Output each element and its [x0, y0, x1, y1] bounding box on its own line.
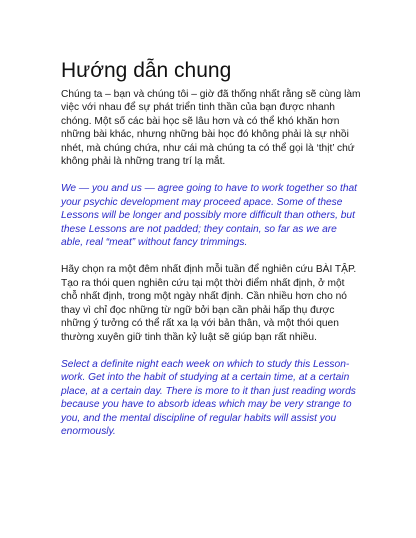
paragraph-spacer: [61, 249, 361, 263]
paragraph-english-2: Select a definite night each week on which to study this Lesson-work. Get into the habit of studying at a certain time, at a certain place, at a certain day. There is more to it than just reading words because you have to absorb ideas which may be very strange to you, and the mental discipline of regular habits will assist you enormously.: [61, 358, 356, 437]
paragraph-spacer: [61, 168, 361, 182]
document-page: [61, 58, 361, 438]
paragraph-spacer: [61, 344, 361, 358]
paragraph-vietnamese-2: Hãy chọn ra một đêm nhất định mỗi tuần để nghiên cứu BÀI TẬP. Tạo ra thói quen nghiên cứu tại một thời điểm nhất định, ở một chỗ nhất định, trong một ngày nhất định. Cần nhiều hơn cho nó thay vì chỉ đọc những từ ngữ bởi bạn cần phải hấp thụ được những ý tưởng có thể rất xa lạ với bản thân, và một thói quen thường xuyên giữ tinh thần kỷ luật sẽ giúp bạn rất nhiều.: [61, 264, 357, 343]
paragraph-vietnamese-1: Chúng ta – bạn và chúng tôi – giờ đã thống nhất rằng sẽ cùng làm việc với nhau để sự phát triển tinh thần của bạn được nhanh chóng. Một số các bài học sẽ lâu hơn và có thể khó khăn hơn những bài khác, nhưng những bài học đó không phải là sự nhồi nhét, mà chúng chứa, như cái mà chúng ta có thể gọi là ‘thịt’ chứ không phải là những trang trí lạ mắt.: [61, 89, 361, 168]
page-title: Hướng dẫn chung: [61, 59, 232, 82]
paragraph-english-1: We — you and us — agree going to have to work together so that your psychic development may proceed apace. Some of these Lessons will be longer and possibly more difficult than others, but these Lessons are not padded; they contain, so far as we are able, real “meat” without fancy trimmings.: [61, 183, 357, 249]
